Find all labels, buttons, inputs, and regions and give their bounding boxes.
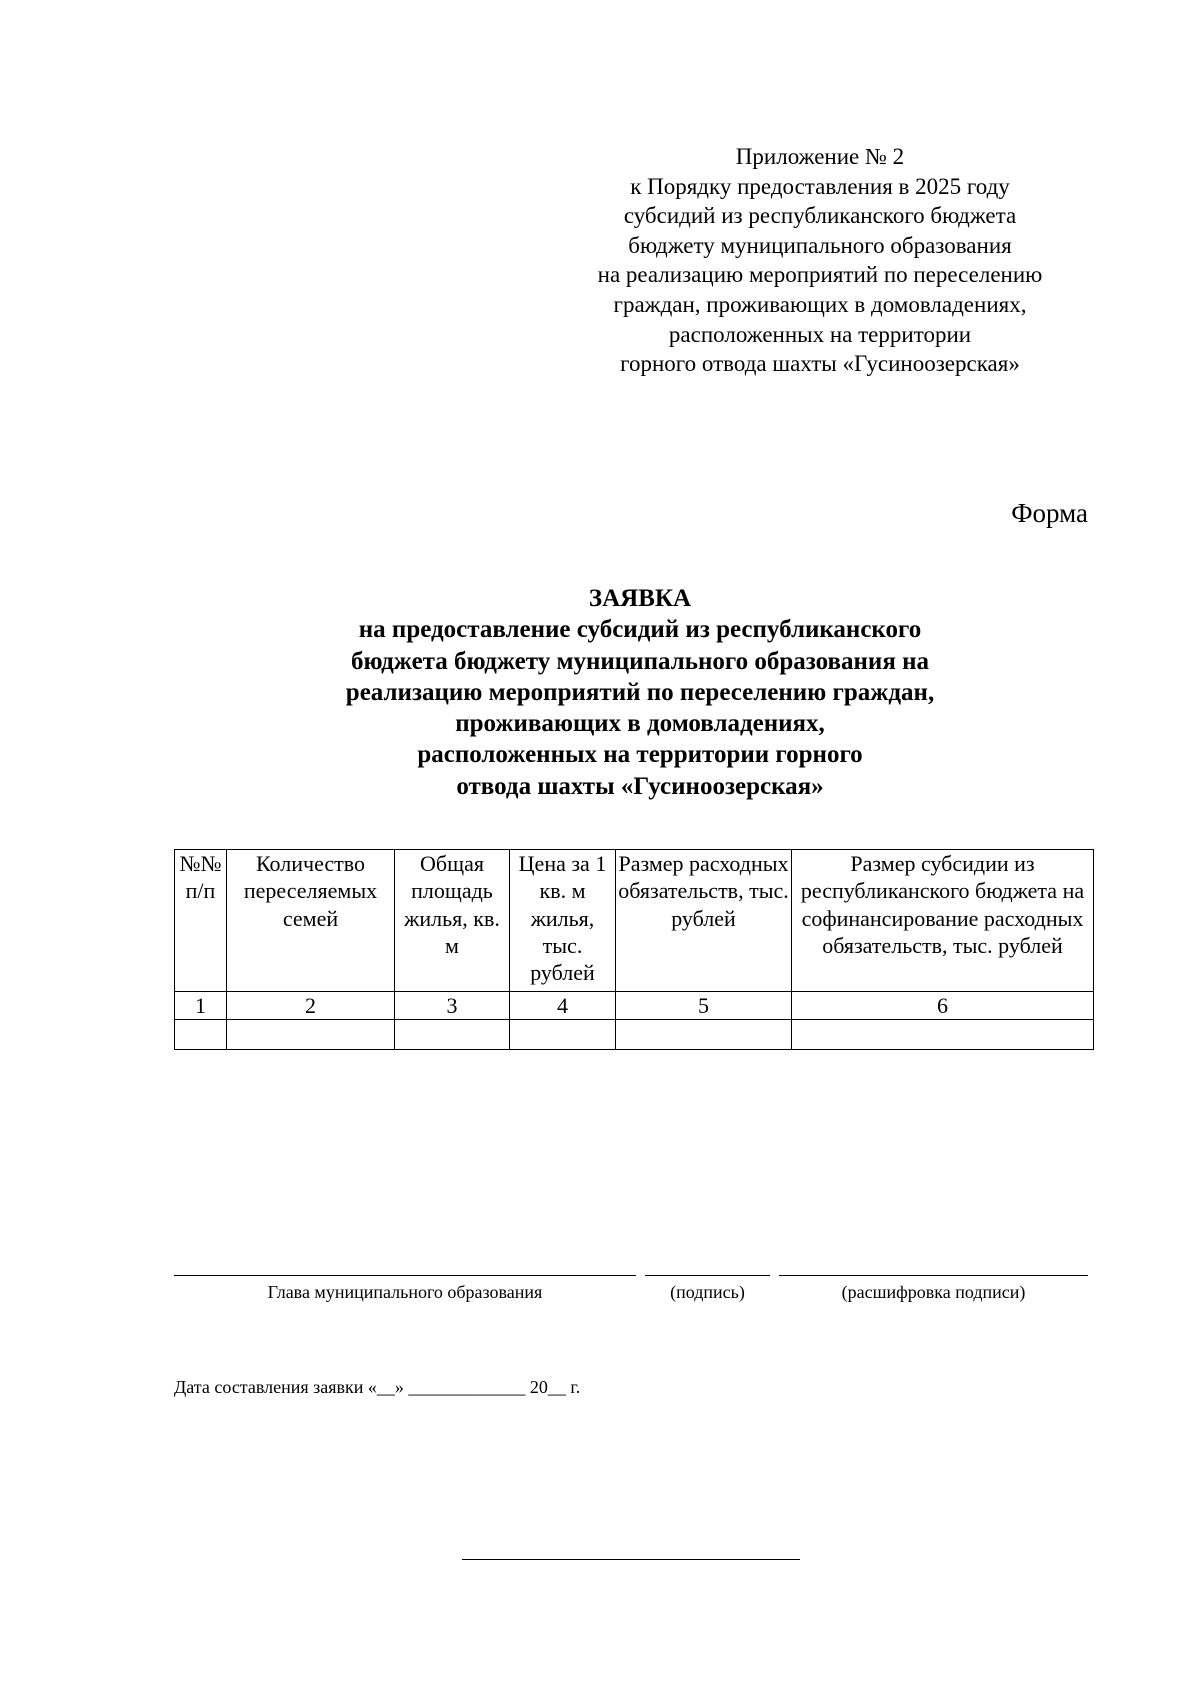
signature-line: [645, 1275, 770, 1276]
decode-signature-line: [779, 1275, 1088, 1276]
head-signature-line: [174, 1275, 636, 1276]
column-number-cell: 2: [227, 992, 395, 1020]
appendix-line: расположенных на территории: [668, 321, 972, 347]
column-number-cell: 6: [792, 992, 1094, 1020]
title-line: бюджета бюджету муниципального образования на: [350, 647, 930, 675]
header-cell-price: Цена за 1 кв. м жилья, тыс. рублей: [510, 850, 616, 992]
table-row-empty: [175, 1020, 1094, 1050]
appendix-line: граждан, проживающих в домовладениях,: [613, 291, 1027, 317]
head-label: Глава муниципального образования: [267, 1282, 543, 1302]
column-number-cell: 5: [616, 992, 792, 1020]
title-line: реализацию мероприятий по переселению граждан,: [345, 678, 935, 706]
empty-cell[interactable]: [510, 1020, 616, 1050]
title-line: отвода шахты «Гусиноозерская»: [456, 772, 824, 800]
empty-cell[interactable]: [792, 1020, 1094, 1050]
appendix-line: горного отвода шахты «Гусиноозерская»: [620, 351, 1020, 377]
appendix-header: [560, 142, 1080, 379]
header-cell-subsidy: Размер субсидии из республиканского бюджета на софинансирование расходных обязательств, тыс. рублей: [792, 850, 1094, 992]
appendix-line: на реализацию мероприятий по переселению: [597, 262, 1043, 288]
header-cell-families: Количество переселяемых семей: [227, 850, 395, 992]
column-number-cell: 1: [175, 992, 227, 1020]
appendix-line: бюджету муниципального образования: [628, 232, 1012, 258]
header-cell-number: №№ п/п: [175, 850, 227, 992]
header-cell-area: Общая площадь жилья, кв. м: [395, 850, 510, 992]
application-table: [174, 849, 1094, 1050]
empty-cell[interactable]: [395, 1020, 510, 1050]
form-label: Форма: [1011, 498, 1088, 528]
appendix-line: субсидий из республиканского бюджета: [623, 203, 1017, 229]
appendix-line: к Порядку предоставления в 2025 году: [630, 173, 1010, 199]
appendix-line: Приложение № 2: [735, 144, 905, 169]
column-number-cell: 4: [510, 992, 616, 1020]
title-line: на предоставление субсидий из республиканского: [358, 616, 922, 644]
table-header-row: [175, 850, 1094, 992]
bottom-separator-line: [462, 1559, 800, 1560]
application-date: Дата составления заявки «__» _____________ 20__ г.: [174, 1377, 581, 1397]
decode-label: (расшифровка подписи): [841, 1282, 1026, 1302]
header-cell-obligations: Размер расходных обязательств, тыс. рублей: [616, 850, 792, 992]
column-number-row: [175, 992, 1094, 1020]
empty-cell[interactable]: [227, 1020, 395, 1050]
empty-cell[interactable]: [616, 1020, 792, 1050]
title-line: ЗАЯВКА: [588, 585, 692, 612]
empty-cell[interactable]: [175, 1020, 227, 1050]
title-line: расположенных на территории горного: [417, 741, 863, 769]
document-title: [160, 583, 1120, 802]
sign-label: (подпись): [670, 1282, 745, 1302]
title-line: проживающих в домовладениях,: [455, 710, 825, 738]
column-number-cell: 3: [395, 992, 510, 1020]
